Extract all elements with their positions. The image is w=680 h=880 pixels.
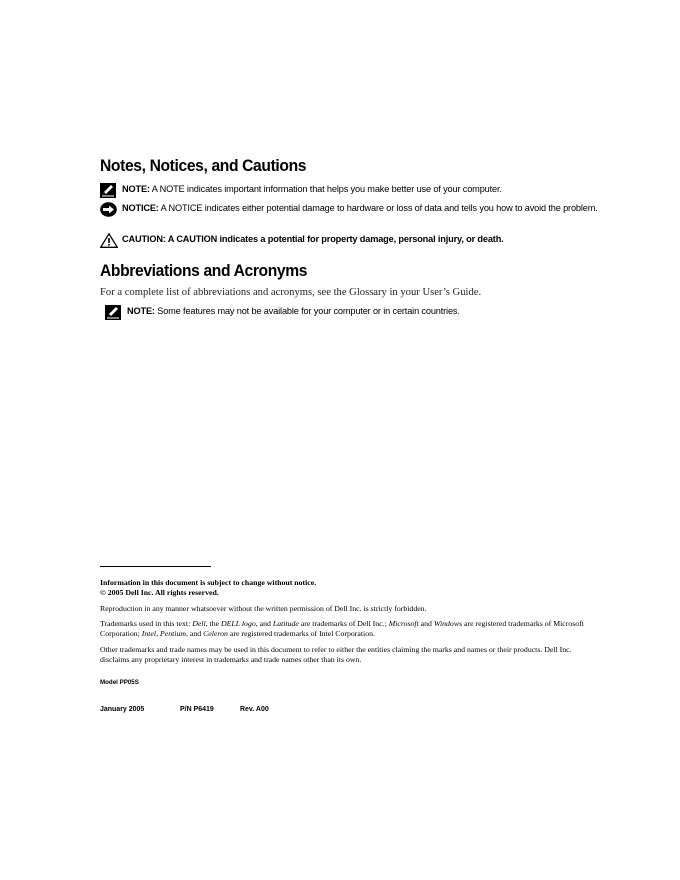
section-heading-notes: Notes, Notices, and Cautions	[100, 156, 307, 175]
caution-label: CAUTION:	[122, 234, 166, 244]
revision: Rev. A00	[240, 704, 269, 713]
caution-triangle-icon	[100, 233, 118, 248]
note-label: NOTE:	[122, 184, 150, 194]
note-text: A NOTE indicates important information that helps you make better use of your computer.	[149, 184, 502, 194]
publication-date: January 2005	[100, 704, 145, 713]
caution-text: A CAUTION indicates a potential for property damage, personal injury, or death.	[165, 234, 504, 244]
notice-arrow-icon	[100, 202, 118, 217]
section-heading-abbreviations: Abbreviations and Acronyms	[100, 261, 308, 280]
pencil-note-icon	[105, 305, 123, 320]
notice-label: NOTICE:	[122, 203, 159, 213]
change-notice-line: Information in this document is subject to change without notice.	[100, 578, 317, 587]
trademarks-notice: Trademarks used in this text: Dell, the DELL logo, and Latitude are trademarks of Dell Inc.; Microsoft and Windows are registered trademarks of Microsoft Corporation; Intel, Pentium, and Celeron are registered trademarks of Intel Corporation.	[100, 619, 584, 638]
note-label: NOTE:	[127, 306, 155, 316]
copyright-line: © 2005 Dell Inc. All rights reserved.	[100, 588, 219, 597]
model-number: Model PP05S	[100, 679, 139, 686]
reproduction-notice: Reproduction in any manner whatsoever without the written permission of Dell Inc. is strictly forbidden.	[100, 604, 427, 613]
pencil-note-icon	[100, 183, 118, 198]
notice-text: A NOTICE indicates either potential damage to hardware or loss of data and tells you how to avoid the problem.	[158, 203, 598, 213]
note-text: Some features may not be available for your computer or in certain countries.	[154, 306, 460, 316]
note-block-features	[105, 305, 605, 318]
notice-block	[100, 202, 600, 215]
caution-block	[100, 233, 600, 246]
legal-notice	[100, 578, 600, 598]
part-number: P/N P6419	[180, 704, 214, 713]
abbreviations-body: For a complete list of abbreviations and acronyms, see the Glossary in your User’s Guide.	[100, 287, 482, 298]
footnote-divider	[100, 566, 211, 567]
note-block	[100, 183, 600, 196]
other-trademarks-notice: Other trademarks and trade names may be used in this document to refer to either the entities claiming the marks and names or their products. Dell Inc. disclaims any proprietary interest in trademarks and trade names other than its own.	[100, 645, 572, 664]
